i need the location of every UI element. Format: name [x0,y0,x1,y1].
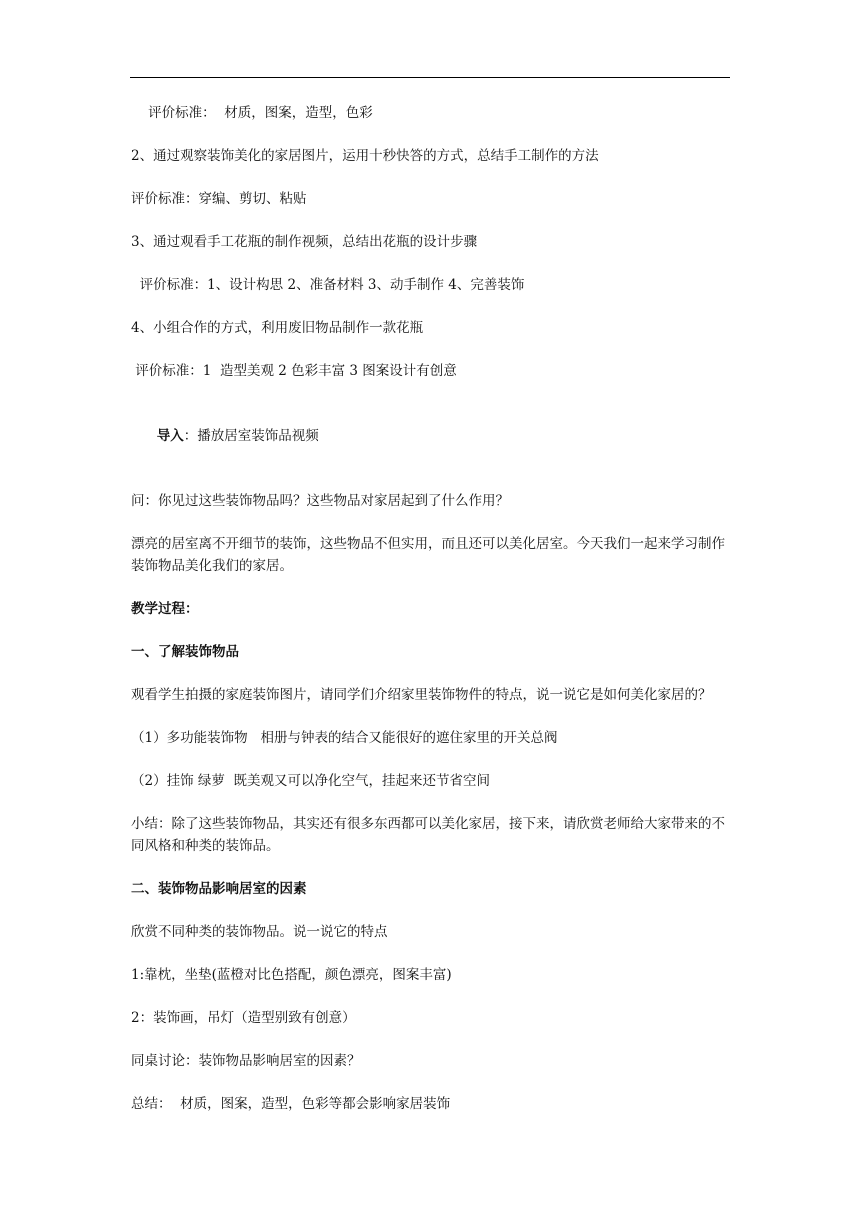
paragraph: （2）挂饰 绿萝 既美观又可以净化空气，挂起来还节省空间 [131,773,490,789]
paragraph: 评价标准： 材质，图案，造型，色彩 [131,105,373,121]
paragraph: 问：你见过这些装饰物品吗？这些物品对家居起到了什么作用？ [131,493,509,509]
paragraph: 评价标准：1、设计构思 2、准备材料 3、动手制作 4、完善装饰 [131,277,525,293]
paragraph: 4、小组合作的方式，利用废旧物品制作一款花瓶 [131,320,424,336]
paragraph: 小结：除了这些装饰物品，其实还有很多东西都可以美化家居，接下来，请欣赏老师给大家带来的不同风格和种类的装饰品。 [131,816,725,854]
section-heading: 二、装饰物品影响居室的因素 [131,881,307,897]
paragraph: 欣赏不同种类的装饰物品。说一说它的特点 [131,924,388,940]
paragraph: （1）多功能装饰物 相册与钟表的结合又能很好的遮住家里的开关总阀 [131,730,558,746]
paragraph: 总结： 材质，图案，造型，色彩等都会影响家居装饰 [131,1096,451,1112]
intro-text: ：播放居室装饰品视频 [183,428,319,444]
paragraph: 3、通过观看手工花瓶的制作视频，总结出花瓶的设计步骤 [131,234,478,250]
paragraph: 2：装饰画，吊灯（造型别致有创意） [131,1010,356,1026]
paragraph: 评价标准：1 造型美观 2 色彩丰富 3 图案设计有创意 [131,363,457,379]
paragraph: 观看学生拍摄的家庭装饰图片，请同学们介绍家里装饰物件的特点，说一说它是如何美化家居的？ [131,687,712,703]
section-heading: 一、了解装饰物品 [131,644,239,660]
paragraph: 漂亮的居室离不开细节的装饰，这些物品不但实用，而且还可以美化居室。今天我们一起来学习制作装饰物品美化我们的家居。 [131,536,725,574]
paragraph: 评价标准：穿编、剪切、粘贴 [131,191,307,207]
paragraph: 2、通过观察装饰美化的家居图片，运用十秒快答的方式，总结手工制作的方法 [131,148,599,164]
document-body [131,102,731,1115]
paragraph: 同桌讨论：装饰物品影响居室的因素？ [131,1053,361,1069]
paragraph [131,403,731,469]
intro-label: 导入 [156,428,184,444]
paragraph: 1:靠枕，坐垫(蓝橙对比色搭配，颜色漂亮，图案丰富) [131,967,452,983]
section-heading: 教学过程： [131,601,199,617]
header-rule [130,77,730,78]
